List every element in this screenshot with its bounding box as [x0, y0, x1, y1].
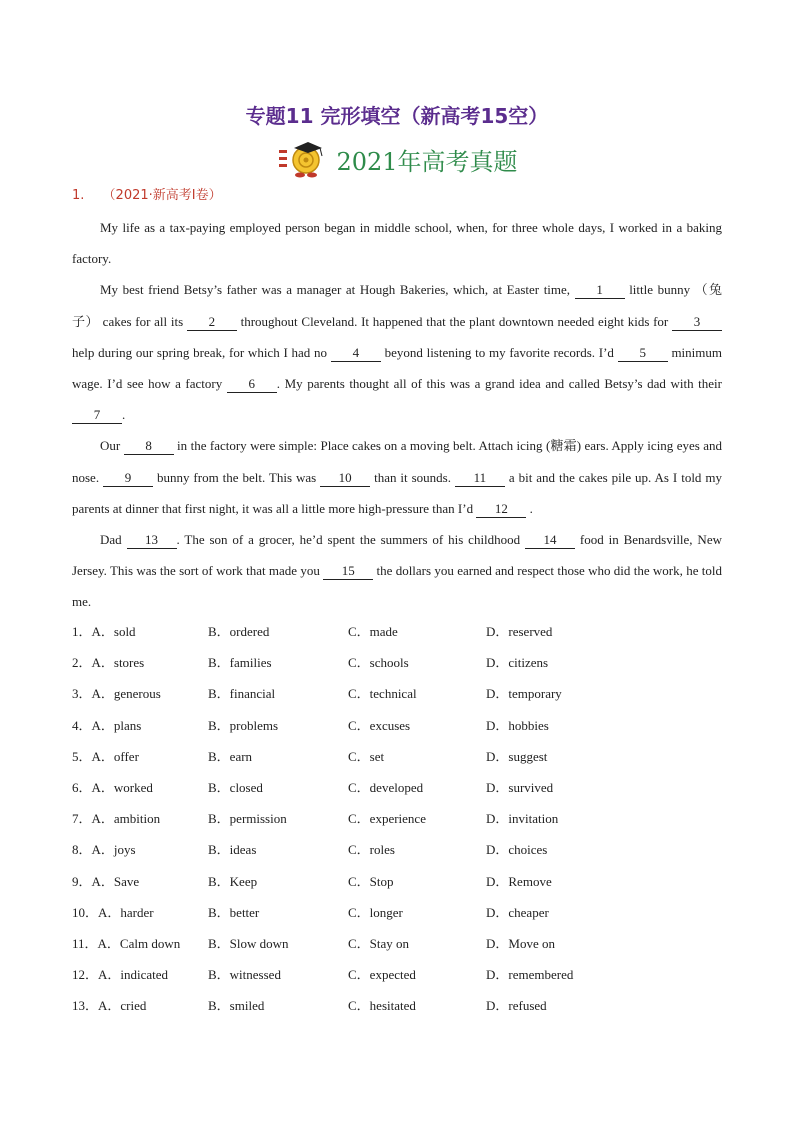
option-b: B．witnessed [208, 967, 281, 983]
question-header [72, 184, 222, 203]
passage-text: than it sounds. [370, 469, 455, 485]
option-d: D．remembered [486, 967, 574, 983]
passage-text: . My parents thought all of this was a grand idea and called Betsy’s dad with their [276, 376, 722, 392]
question-source: （2021·新高考I卷） [102, 188, 222, 203]
option-c: C．Stop [348, 873, 394, 889]
passage-text: My life as a tax-paying employed person began in middle school, when, for three whole days, I worked in a baking factory. [72, 220, 722, 267]
passage-text: . [526, 500, 533, 516]
option-row [72, 677, 722, 708]
option-b: B．ordered [208, 624, 270, 640]
passage-text: a bit and the cakes pile up. As I told my parents at dinner that first night, it was all a little more high-pressure than I’d [72, 469, 722, 516]
option-b: B．better [208, 904, 260, 920]
option-d: D．Remove [486, 873, 552, 889]
blank-15: 15 [323, 563, 373, 580]
blank-13: 13 [127, 532, 177, 549]
option-a: 4．A．plans [72, 717, 142, 733]
passage-text: bunny from the belt. This was [153, 469, 321, 485]
option-c: C．schools [348, 655, 409, 671]
option-a: 9．A．Save [72, 873, 140, 889]
option-d: D．cheaper [486, 904, 549, 920]
blank-5: 5 [618, 345, 668, 362]
passage-text: beyond listening to my favorite records. I’d [380, 344, 618, 360]
passage-text: help during our spring break, for which I had no [72, 344, 331, 360]
option-c: C．excuses [348, 717, 411, 733]
option-d: D．choices [486, 842, 548, 858]
option-c: C．set [348, 748, 385, 764]
option-a: 10．A．harder [72, 904, 154, 920]
option-a: 13．A．cried [72, 998, 147, 1014]
question-number: 1. [72, 188, 85, 203]
option-c: C．technical [348, 686, 417, 702]
option-a: 1．A．sold [72, 624, 136, 640]
option-d: D．reserved [486, 624, 553, 640]
option-a: 8．A．joys [72, 842, 136, 858]
blank-7: 7 [72, 407, 122, 424]
option-d: D．citizens [486, 655, 549, 671]
option-c: C．experience [348, 811, 426, 827]
option-b: B．closed [208, 780, 263, 796]
option-c: C．made [348, 624, 398, 640]
option-a: 2．A．stores [72, 655, 145, 671]
option-c: C．roles [348, 842, 395, 858]
blank-6: 6 [227, 376, 277, 393]
option-d: D．suggest [486, 748, 548, 764]
passage-text: throughout Cleveland. It happened that the plant downtown needed eight kids for [236, 313, 672, 329]
option-a: 7．A．ambition [72, 811, 161, 827]
option-row [72, 958, 722, 989]
option-b: B．Slow down [208, 935, 289, 951]
blank-8: 8 [124, 438, 174, 455]
option-c: C．Stay on [348, 935, 410, 951]
passage-paragraph [72, 274, 722, 430]
option-b: B．financial [208, 686, 276, 702]
option-row [72, 802, 722, 833]
passage-text: the dollars you earned and respect those who did the work, he told me. [72, 563, 722, 610]
option-a: 11．A．Calm down [72, 935, 181, 951]
option-a: 3．A．generous [72, 686, 161, 702]
option-row [72, 709, 722, 740]
blank-11: 11 [455, 470, 505, 487]
option-b: B．problems [208, 717, 279, 733]
passage-text: little bunny （兔子） cakes for all its [72, 282, 722, 329]
passage-text: . [122, 407, 126, 423]
blank-12: 12 [476, 501, 526, 518]
option-row [72, 896, 722, 927]
subtitle-row [0, 140, 794, 178]
option-row [72, 646, 722, 677]
option-c: C．hesitated [348, 998, 416, 1014]
blank-14: 14 [525, 532, 575, 549]
blank-10: 10 [320, 470, 370, 487]
option-a: 12．A．indicated [72, 967, 169, 983]
section-subtitle: 2021年高考真题 [336, 147, 518, 176]
option-row [72, 771, 722, 802]
passage-text: . The son of a grocer, he’d spent the summers of his childhood [176, 532, 526, 548]
option-a: 5．A．offer [72, 748, 139, 764]
page-title: 专题11 完形填空（新高考15空） [245, 104, 549, 128]
passage-paragraph [72, 430, 722, 524]
option-row [72, 989, 722, 1020]
option-d: D．invitation [486, 811, 559, 827]
passage-text: minimum wage. I’d see how a factory [72, 344, 722, 392]
blank-1: 1 [575, 282, 625, 299]
option-d: D．hobbies [486, 717, 549, 733]
blank-3: 3 [672, 314, 722, 331]
option-row [72, 927, 722, 958]
option-b: B．Keep [208, 873, 258, 889]
passage [72, 212, 722, 618]
blank-4: 4 [331, 345, 381, 362]
option-b: B．permission [208, 811, 287, 827]
passage-text: My best friend Betsy’s father was a manager at Hough Bakeries, which, at Easter time, [100, 282, 575, 298]
blank-2: 2 [187, 314, 237, 331]
blank-9: 9 [103, 470, 153, 487]
passage-paragraph [72, 212, 722, 274]
option-d: D．temporary [486, 686, 562, 702]
option-b: B．smiled [208, 998, 265, 1014]
option-b: B．families [208, 655, 272, 671]
option-c: C．longer [348, 904, 403, 920]
option-c: C．expected [348, 967, 416, 983]
passage-paragraph [72, 524, 722, 618]
option-d: D．Move on [486, 935, 555, 951]
option-row [72, 740, 722, 771]
option-row [72, 833, 722, 864]
option-d: D．survived [486, 780, 554, 796]
options-list [72, 615, 722, 1020]
option-d: D．refused [486, 998, 547, 1014]
option-c: C．developed [348, 780, 424, 796]
option-row [72, 615, 722, 646]
passage-text: Our [100, 438, 124, 454]
option-a: 6．A．worked [72, 780, 153, 796]
passage-text: Dad [100, 532, 127, 548]
option-row [72, 865, 722, 896]
passage-text: food in Benardsville, New Jersey. This was the sort of work that made you [72, 532, 722, 579]
passage-text: in the factory were simple: Place cakes on a moving belt. Attach icing (糖霜) ears. Apply icing eyes and nose. [72, 438, 722, 485]
option-b: B．earn [208, 748, 253, 764]
option-b: B．ideas [208, 842, 257, 858]
graduate-mascot-icon [276, 140, 328, 178]
